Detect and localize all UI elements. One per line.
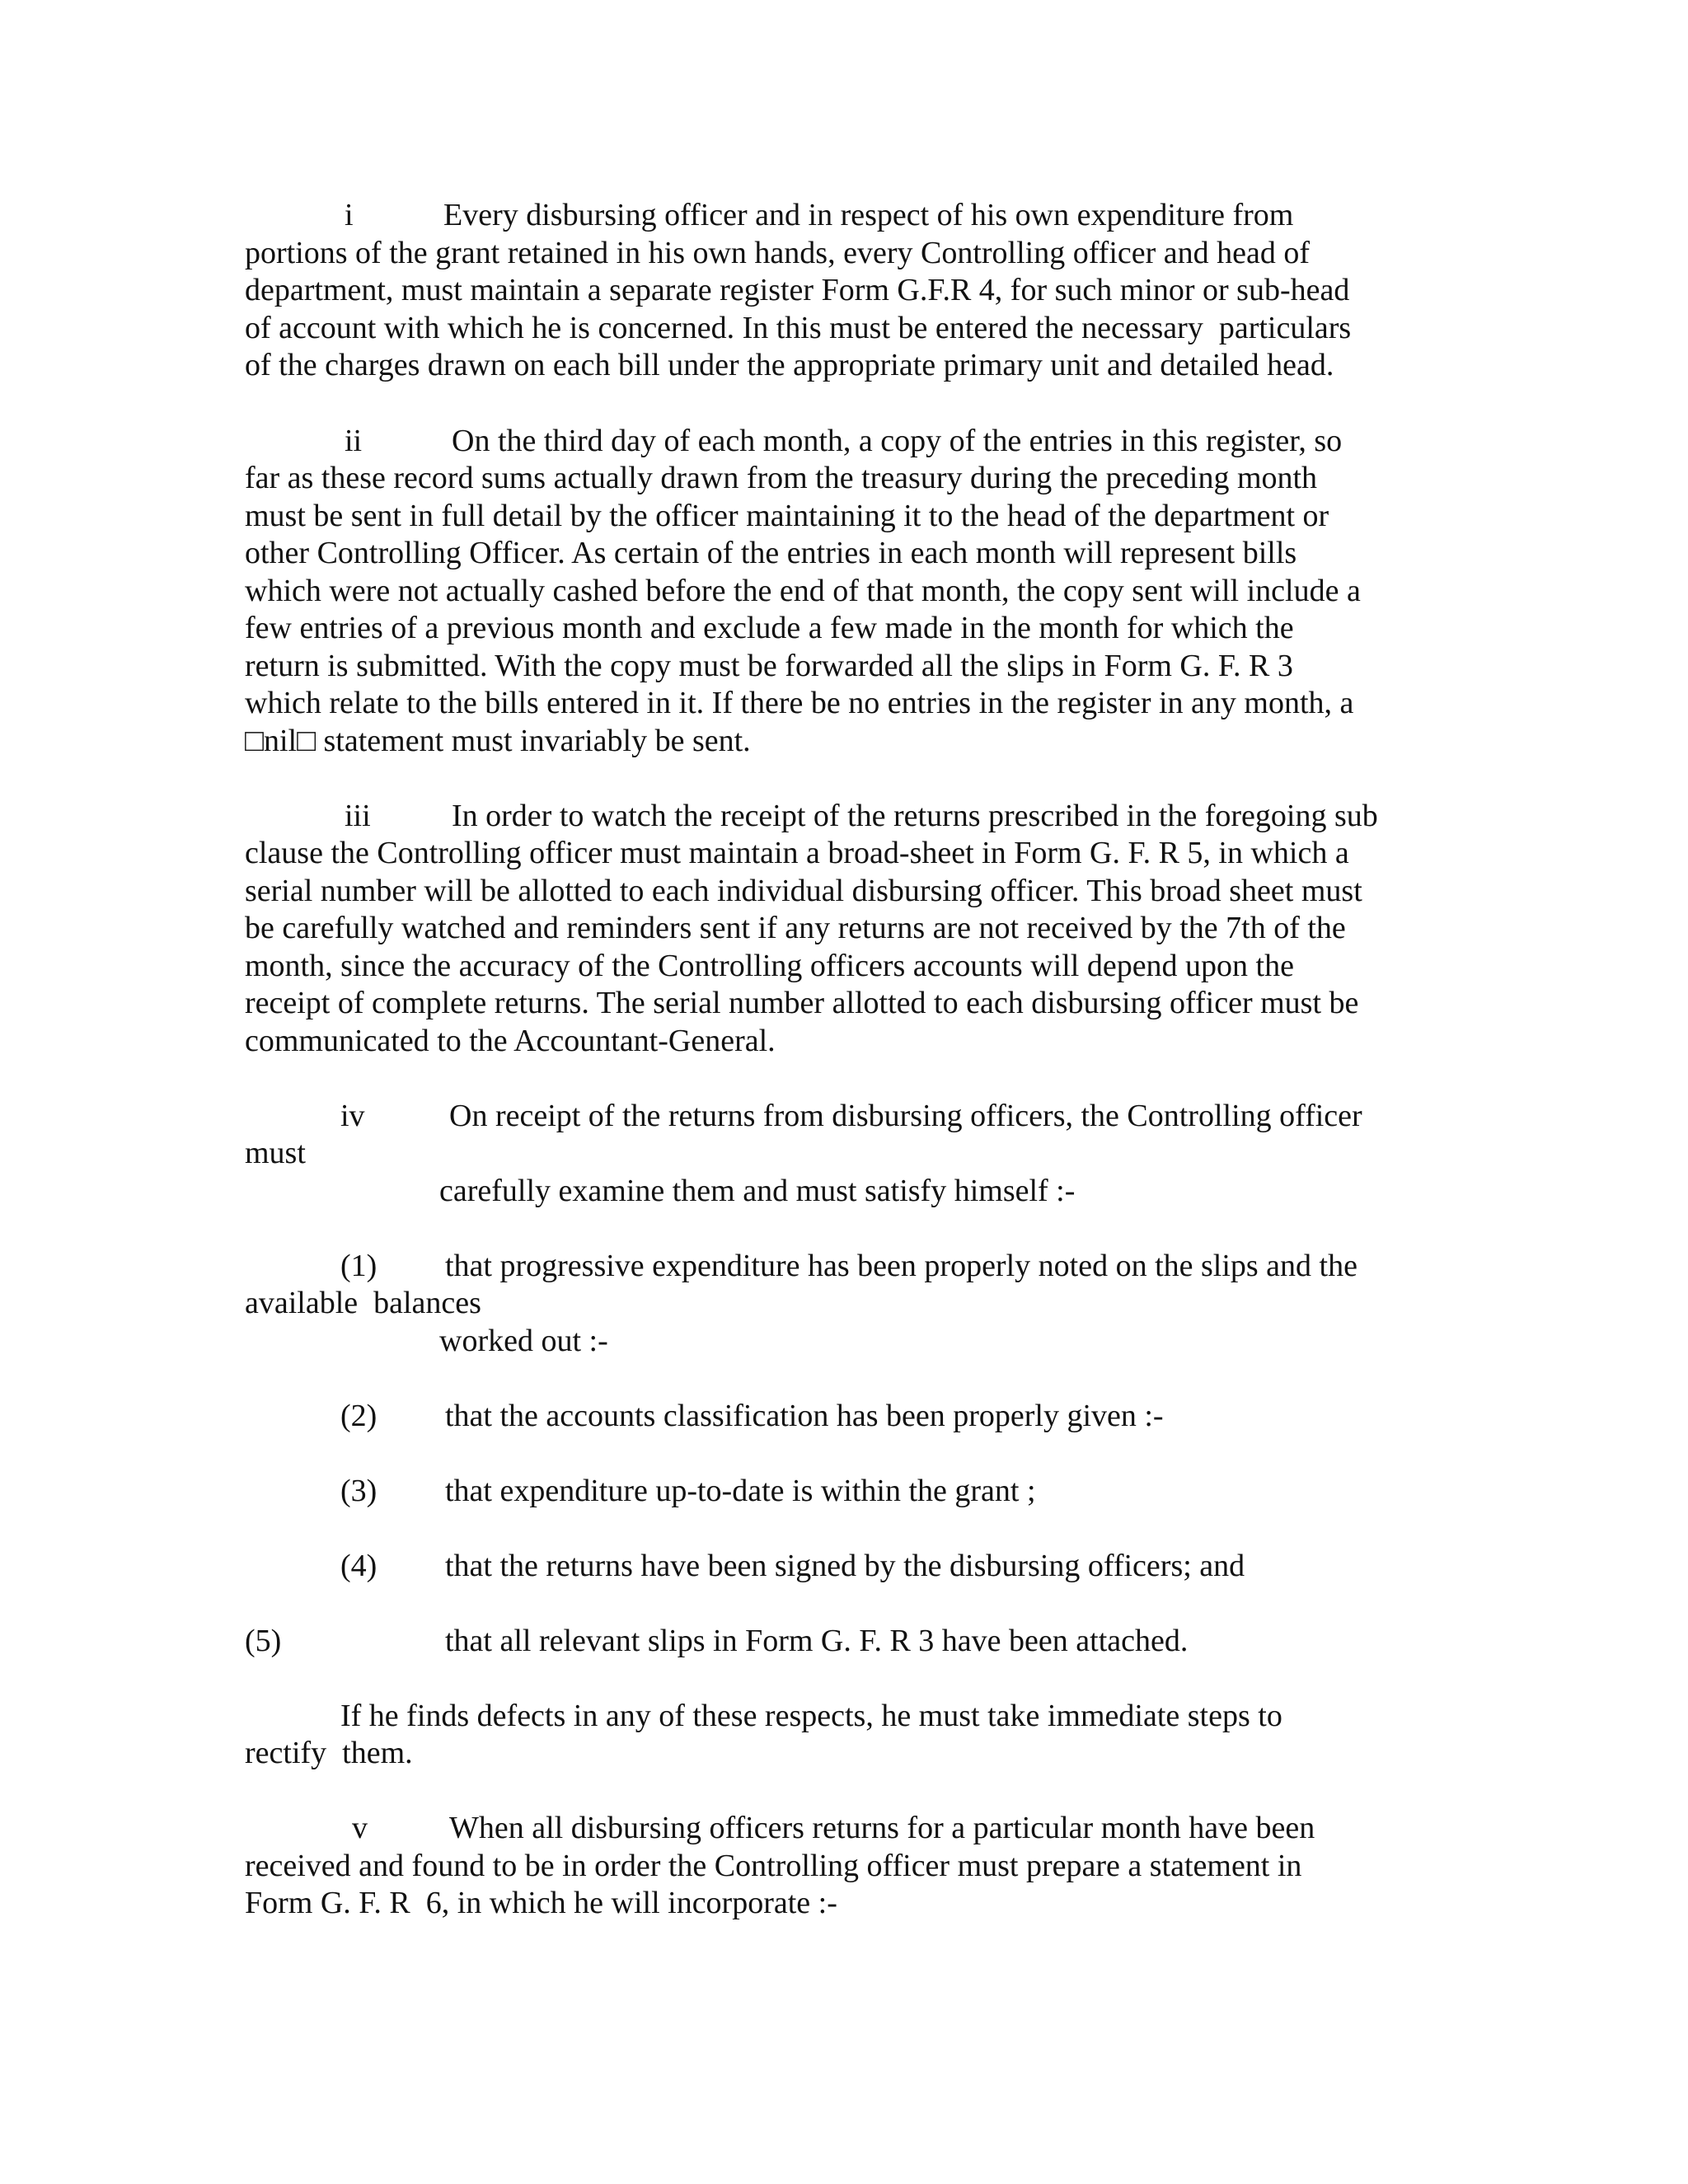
clause-text-line: On receipt of the returns from disbursing officers, the Controlling officer (449, 1099, 1362, 1133)
check-number: (1) (340, 1249, 377, 1283)
check-text-line: that progressive expenditure has been properly noted on the slips and the (445, 1249, 1357, 1283)
check-text-line: available balances (245, 1286, 481, 1320)
clause-text-line: which relate to the bills entered in it. If there be no entries in the register in any month, a (245, 686, 1354, 720)
clause-number: iii (345, 799, 371, 833)
clause-text-line: When all disbursing officers returns for a particular month have been (449, 1811, 1315, 1845)
clause-text-line: of the charges drawn on each bill under the appropriate primary unit and detailed head. (245, 348, 1334, 382)
check-text-line: worked out :- (439, 1324, 608, 1358)
clause-number: ii (345, 424, 363, 458)
check-number: (4) (340, 1549, 377, 1583)
clause-text-line: return is submitted. With the copy must be forwarded all the slips in Form G. F. R 3 (245, 649, 1293, 683)
check-number: (2) (340, 1399, 377, 1433)
clause-text-line: of account with which he is concerned. In this must be entered the necessary particulars (245, 311, 1352, 345)
clause-number: iv (340, 1099, 365, 1133)
note-text-line: rectify them. (245, 1736, 413, 1770)
clause-text-line: must (245, 1136, 306, 1170)
clause-text-line: On the third day of each month, a copy of the entries in this register, so (452, 424, 1343, 458)
clause-text-line: other Controlling Officer. As certain of the entries in each month will represent bills (245, 536, 1297, 570)
clause-text-line: receipt of complete returns. The serial number allotted to each disbursing officer must be (245, 986, 1359, 1020)
check-text-line: that expenditure up-to-date is within the grant ; (445, 1474, 1036, 1508)
check-number: (3) (340, 1474, 377, 1508)
clause-text-line: few entries of a previous month and exclude a few made in the month for which the (245, 611, 1294, 645)
clause-text-line: be carefully watched and reminders sent if any returns are not received by the 7th of the (245, 911, 1346, 945)
clause-text-line: communicated to the Accountant-General. (245, 1024, 776, 1058)
clause-text-line: Form G. F. R 6, in which he will incorporate :- (245, 1886, 837, 1920)
note-text-line: If he finds defects in any of these respects, he must take immediate steps to (340, 1699, 1282, 1733)
clause-text-line: carefully examine them and must satisfy himself :- (439, 1174, 1076, 1208)
check-number: (5) (245, 1624, 282, 1658)
clause-text-line: portions of the grant retained in his own hands, every Controlling officer and head of (245, 236, 1311, 270)
clause-text-line: far as these record sums actually drawn from the treasury during the preceding month (245, 461, 1318, 495)
clause-text-line: which were not actually cashed before the end of that month, the copy sent will include a (245, 574, 1361, 608)
clause-text-line: □nil□ statement must invariably be sent. (245, 724, 751, 758)
clause-number: v (352, 1811, 368, 1845)
clause-text-line: must be sent in full detail by the officer maintaining it to the head of the department or (245, 499, 1329, 533)
clause-text-line: received and found to be in order the Controlling officer must prepare a statement in (245, 1849, 1302, 1883)
clause-text-line: clause the Controlling officer must maintain a broad-sheet in Form G. F. R 5, in which a (245, 836, 1349, 870)
clause-text-line: month, since the accuracy of the Controlling officers accounts will depend upon the (245, 949, 1294, 983)
clause-text-line: Every disbursing officer and in respect of his own expenditure from (443, 198, 1294, 232)
clause-text-line: department, must maintain a separate register Form G.F.R 4, for such minor or sub-head (245, 273, 1350, 307)
check-text-line: that all relevant slips in Form G. F. R 3 have been attached. (445, 1624, 1189, 1658)
check-text-line: that the returns have been signed by the disbursing officers; and (445, 1549, 1245, 1583)
check-text-line: that the accounts classification has been properly given :- (445, 1399, 1164, 1433)
clause-text-line: In order to watch the receipt of the returns prescribed in the foregoing sub (452, 799, 1378, 833)
clause-number: i (345, 198, 354, 232)
clause-text-line: serial number will be allotted to each individual disbursing officer. This broad sheet must (245, 874, 1362, 908)
